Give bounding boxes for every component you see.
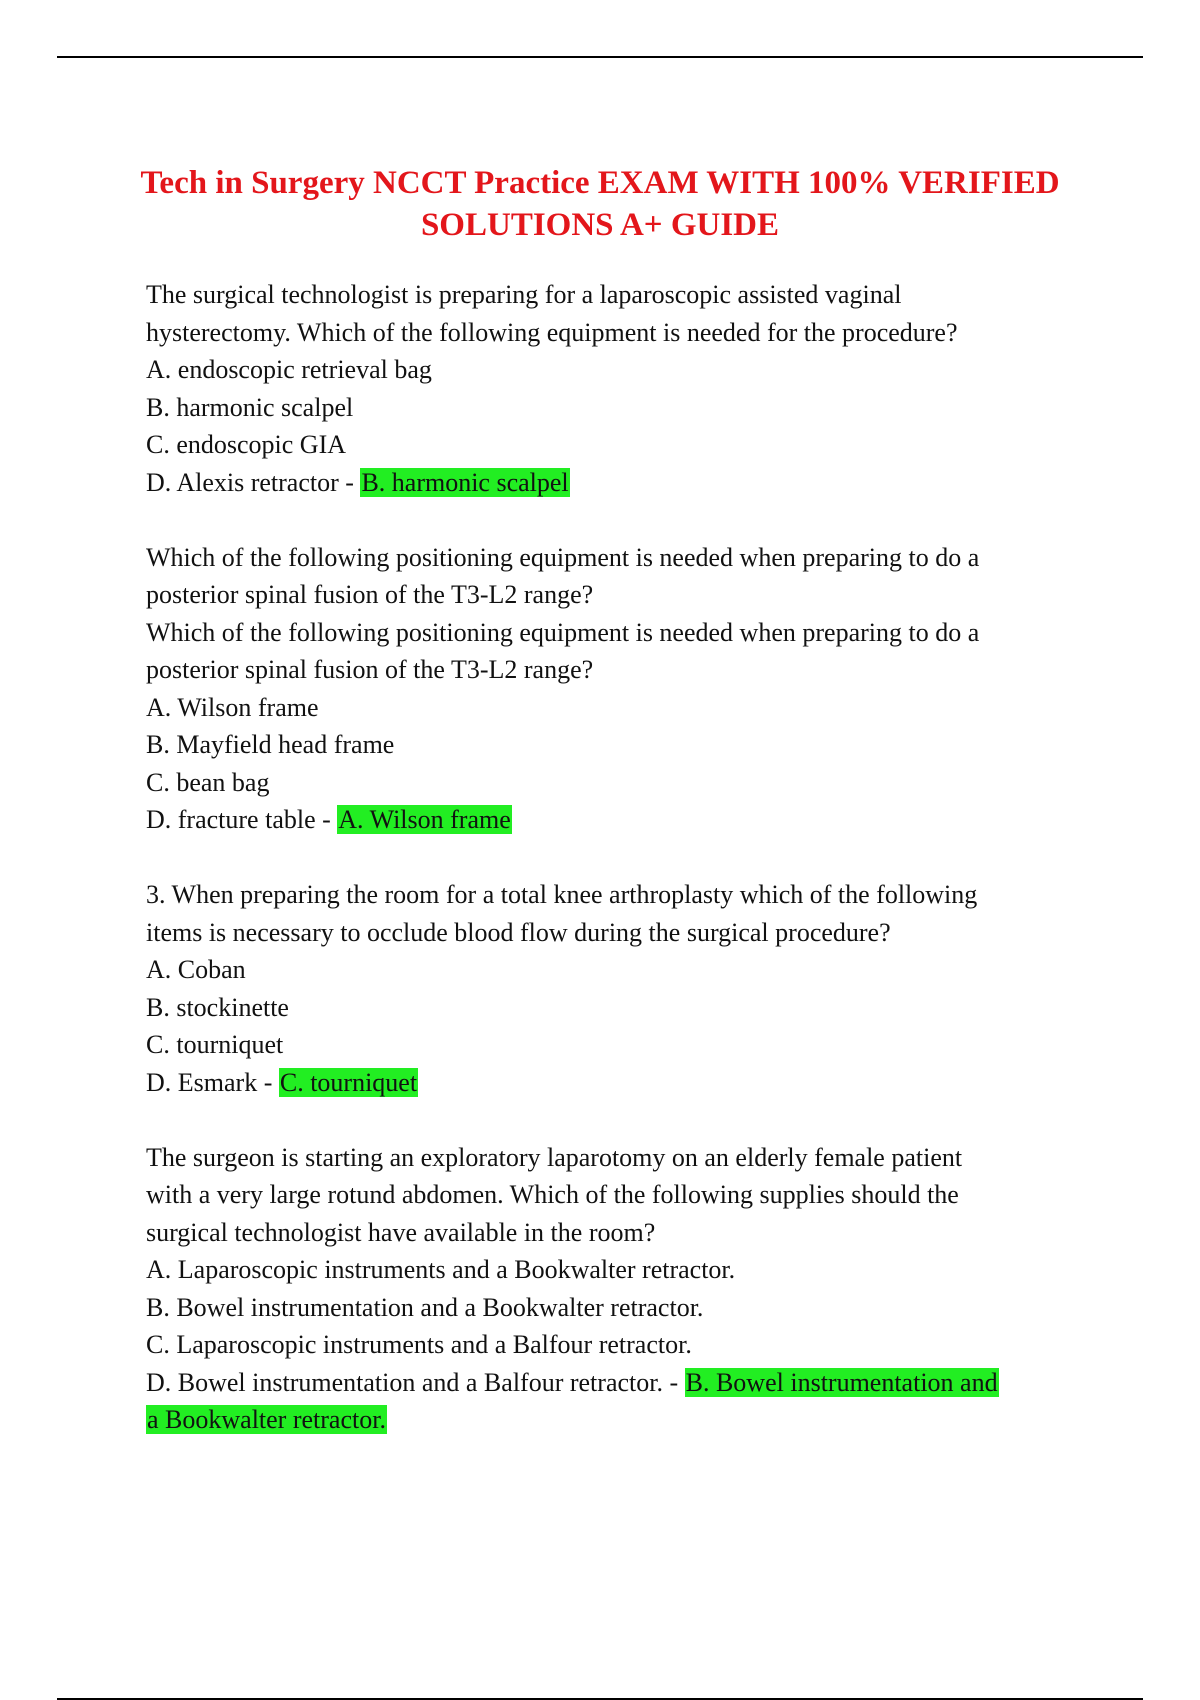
option-a: A. Wilson frame xyxy=(146,692,319,722)
question-text: The surgical technologist is preparing for a laparoscopic assisted vaginal xyxy=(146,280,902,309)
option-d: D. Esmark - xyxy=(146,1067,279,1097)
question-text: Which of the following positioning equipment is needed when preparing to do a xyxy=(146,542,980,572)
option-c: C. endoscopic GIA xyxy=(146,430,347,459)
option-b: B. Bowel instrumentation and a Bookwalter retractor. xyxy=(146,1292,704,1322)
option-c: C. bean bag xyxy=(146,767,270,797)
question-text: items is necessary to occlude blood flow during the surgical procedure? xyxy=(146,917,891,947)
option-d: D. Bowel instrumentation and a Balfour retractor. - xyxy=(146,1367,685,1397)
question-text: The surgeon is starting an exploratory laparotomy on an elderly female patient xyxy=(146,1142,963,1172)
title-line-1: Tech in Surgery NCCT Practice EXAM WITH 100% VERIFIED xyxy=(140,165,1060,201)
option-d-line xyxy=(146,801,1086,839)
question-text: with a very large rotund abdomen. Which of the following supplies should the xyxy=(146,1180,959,1209)
question-text: posterior spinal fusion of the T3-L2 range? xyxy=(146,580,594,609)
question-text: Which of the following positioning equipment is needed when preparing to do a xyxy=(146,617,980,647)
title-line-2: SOLUTIONS A+ GUIDE xyxy=(420,207,780,243)
option-d-line xyxy=(146,464,1086,502)
option-c: C. tourniquet xyxy=(146,1030,284,1059)
answer-highlight: A. Wilson frame xyxy=(338,805,511,834)
question-text: hysterectomy. Which of the following equipment is needed for the procedure? xyxy=(146,317,958,347)
answer-highlight: B. Bowel instrumentation and xyxy=(685,1367,998,1397)
answer-highlight: B. harmonic scalpel xyxy=(361,467,569,497)
question-text: posterior spinal fusion of the T3-L2 range? xyxy=(146,655,594,684)
option-a: A. endoscopic retrieval bag xyxy=(146,355,432,384)
question-1 xyxy=(146,276,1086,501)
answer-continuation-line xyxy=(146,1401,1086,1439)
option-d-line xyxy=(146,1064,1086,1102)
answer-highlight-continued: a Bookwalter retractor. xyxy=(147,1405,386,1434)
top-rule xyxy=(57,56,1143,58)
option-b: B. Mayfield head frame xyxy=(146,730,395,759)
document-title xyxy=(0,162,1200,246)
question-3 xyxy=(146,876,1086,1101)
question-4 xyxy=(146,1139,1086,1439)
option-a: A. Coban xyxy=(146,955,246,984)
option-d: D. fracture table - xyxy=(146,805,338,834)
option-c: C. Laparoscopic instruments and a Balfour retractor. xyxy=(146,1330,692,1359)
question-2 xyxy=(146,539,1086,839)
question-text: 3. When preparing the room for a total knee arthroplasty which of the following xyxy=(146,880,978,909)
option-d-line xyxy=(146,1364,1086,1402)
question-text: surgical technologist have available in the room? xyxy=(146,1217,656,1247)
questions-body xyxy=(146,276,1086,1476)
option-d: D. Alexis retractor - xyxy=(146,467,361,497)
option-b: B. harmonic scalpel xyxy=(146,392,354,422)
answer-highlight: C. tourniquet xyxy=(279,1067,418,1097)
option-a: A. Laparoscopic instruments and a Bookwalter retractor. xyxy=(146,1255,736,1284)
option-b: B. stockinette xyxy=(146,992,289,1022)
